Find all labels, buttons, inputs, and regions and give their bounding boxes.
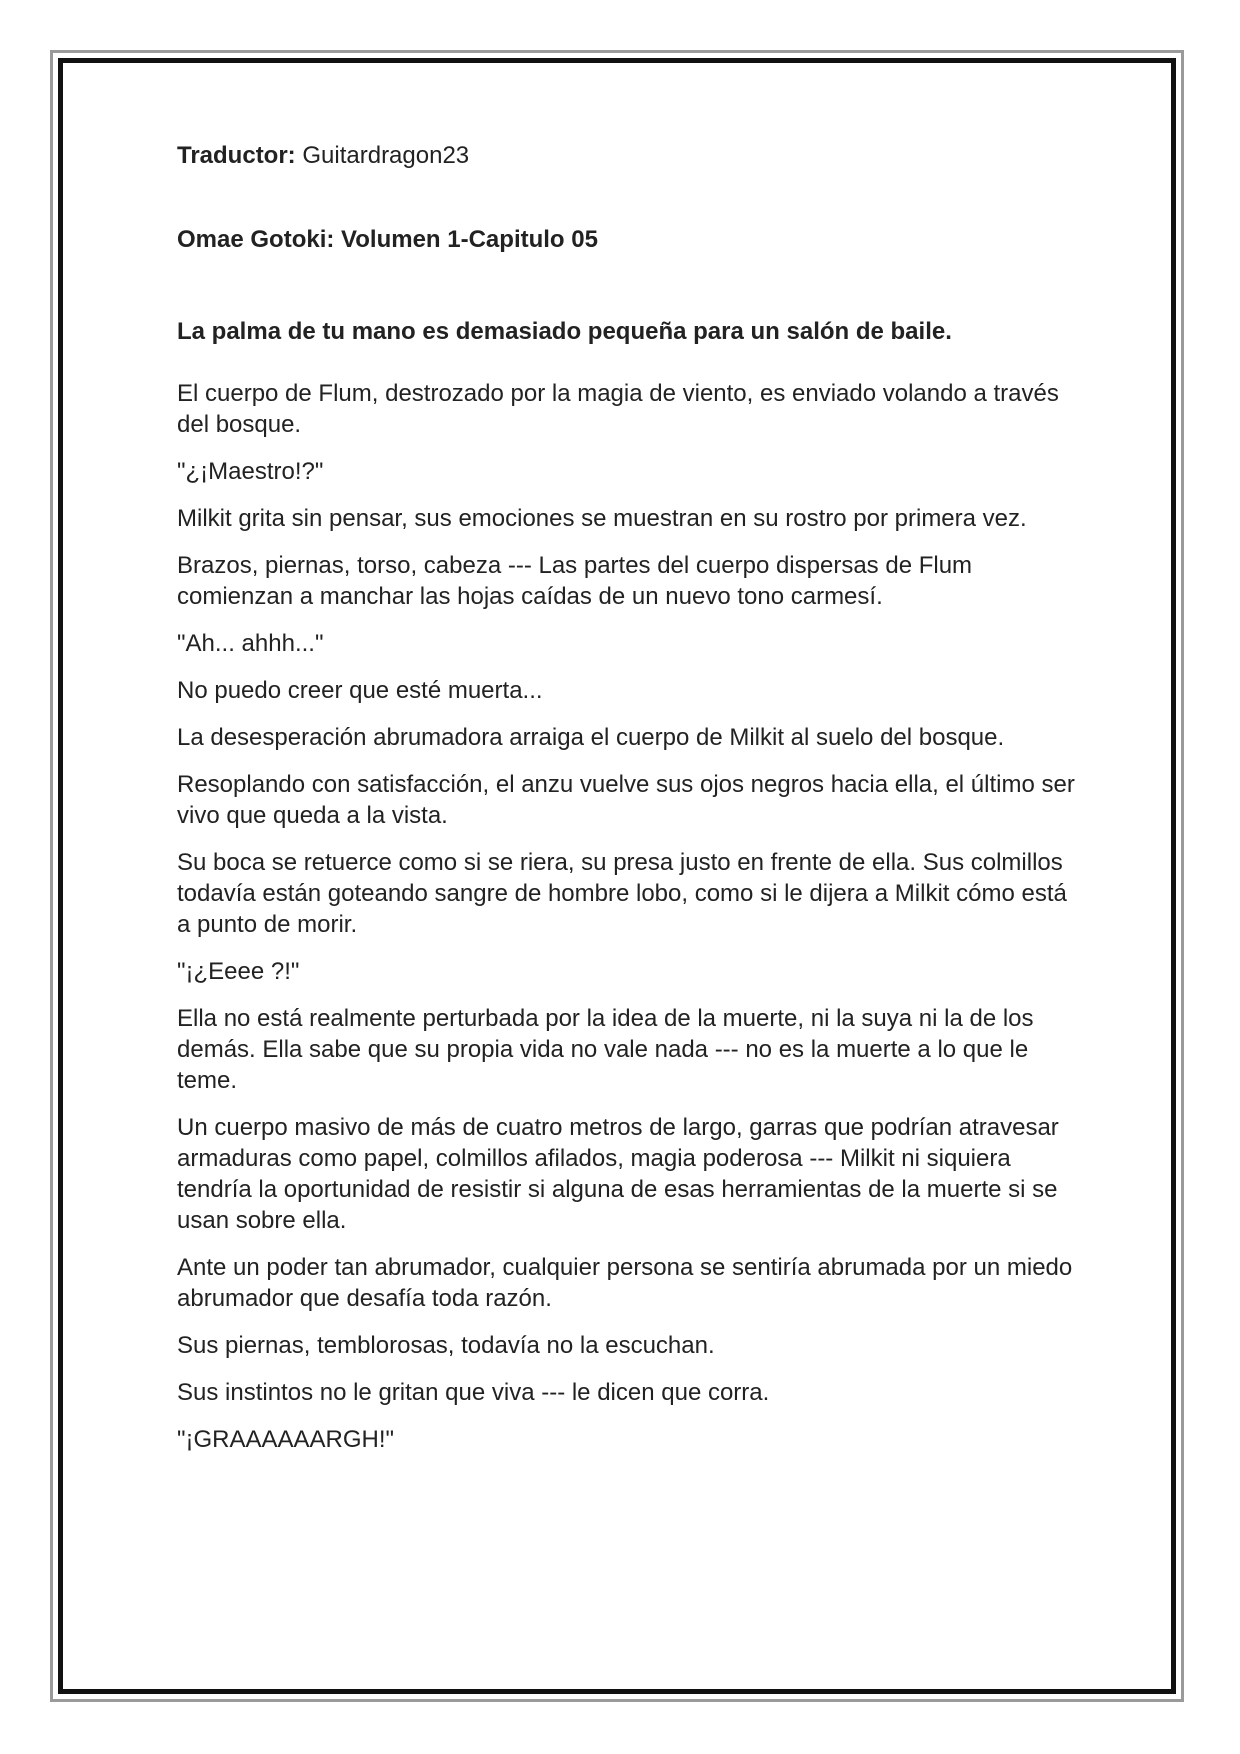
paragraph: "Ah... ahhh..." [177,630,324,657]
paragraph: La desesperación abrumadora arraiga el cuerpo de Milkit al suelo del bosque. [177,724,1005,751]
translator-name: Guitardragon23 [302,142,470,169]
paragraph: El cuerpo de Flum, destrozado por la magia de viento, es enviado volando a través del bosque. [177,380,1059,438]
paragraph: "¡GRAAAAAARGH!" [177,1426,395,1453]
paragraph: Brazos, piernas, torso, cabeza --- Las partes del cuerpo dispersas de Flum comienzan a manchar las hojas caídas de un nuevo tono carmesí. [177,552,973,610]
chapter-subtitle: La palma de tu mano es demasiado pequeña para un salón de baile. [177,318,952,345]
document-body [177,140,1077,1471]
paragraph: Sus piernas, temblorosas, todavía no la escuchan. [177,1332,715,1359]
chapter-title: Omae Gotoki: Volumen 1-Capitulo 05 [177,226,598,253]
paragraph: "¡¿Eeee ?!" [177,958,300,985]
paragraph: Milkit grita sin pensar, sus emociones se muestran en su rostro por primera vez. [177,505,1027,532]
paragraph: Ante un poder tan abrumador, cualquier persona se sentiría abrumada por un miedo abrumador que desafía toda razón. [177,1254,1073,1312]
translator-line [177,140,1077,172]
translator-label: Traductor: [177,142,296,169]
paragraph: Ella no está realmente perturbada por la idea de la muerte, ni la suya ni la de los demás. Ella sabe que su propia vida no vale nada --- no es la muerte a lo que le teme. [177,1005,1034,1094]
paragraph: Sus instintos no le gritan que viva --- le dicen que corra. [177,1379,770,1406]
paragraph: "¿¡Maestro!?" [177,458,324,485]
paragraph: Un cuerpo masivo de más de cuatro metros de largo, garras que podrían atravesar armaduras como papel, colmillos afilados, magia poderosa --- Milkit ni siquiera tendría la oportunidad de resistir si alguna de esas herramientas de la muerte si se usan sobre ella. [177,1114,1059,1234]
paragraph: No puedo creer que esté muerta... [177,677,543,704]
paragraph: Resoplando con satisfacción, el anzu vuelve sus ojos negros hacia ella, el último ser vivo que queda a la vista. [177,771,1075,829]
paragraph: Su boca se retuerce como si se riera, su presa justo en frente de ella. Sus colmillos todavía están goteando sangre de hombre lobo, como si le dijera a Milkit cómo está a punto de morir. [177,849,1067,938]
